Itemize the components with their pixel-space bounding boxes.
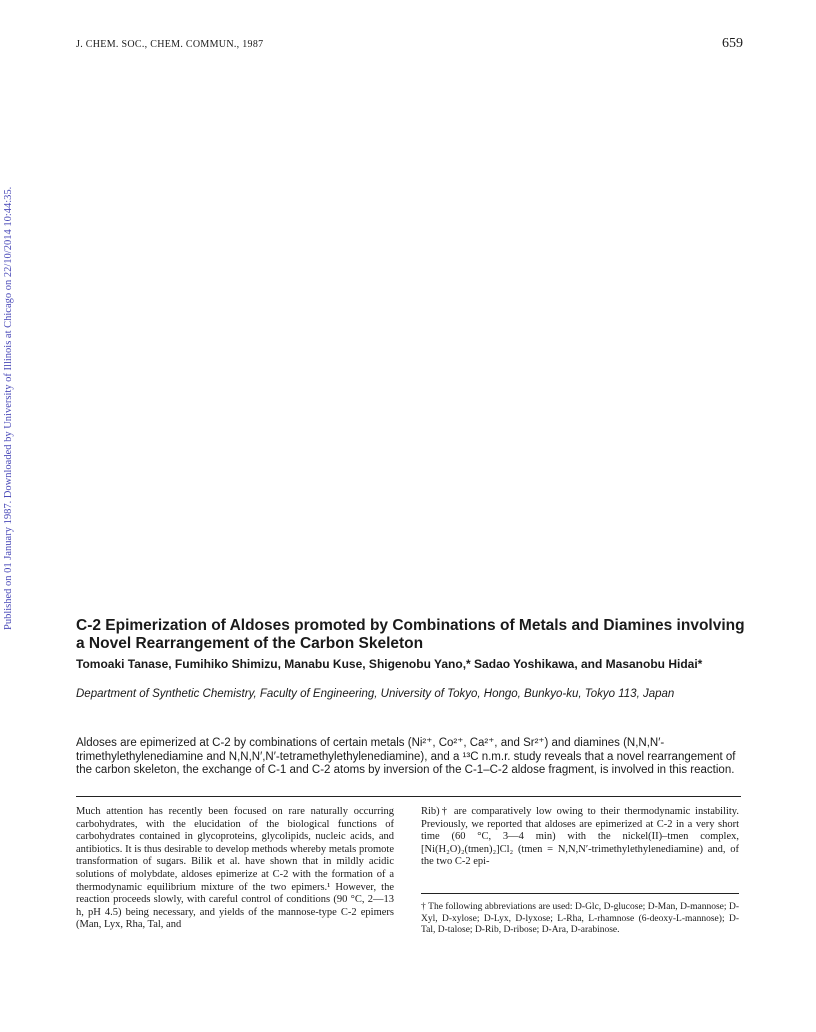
abstract-divider — [76, 796, 741, 797]
body-column-left: Much attention has recently been focused on rare naturally occurring carbohydrates, with the elucidation of the biological functions of carbohydrates contained in glycoproteins, glycolipids, nucleic acids, and antibiotics. It is thus desirable to develop methods whereby metals promote transformation of sugars. Bilik et al. have shown that in mildly acidic solutions of molybdate, aldoses epimerize at C-2 with the formation of a thermodynamic equilibrium mixture of the two epimers.¹ However, the reaction proceeds slowly, with careful control of conditions (90 °C, 2—13 h, pH 4.5) being necessary, and yields of the mannose-type C-2 epimers (Man, Lyx, Rha, Tal, and — [76, 806, 394, 931]
body-column-right: Rib)† are comparatively low owing to their thermodynamic instability. Previously, we reported that aldoses are epimerized at C-2 in a very short time (60 °C, 3—4 min) with the nickel(II)–tmen complex, [Ni(H₂O)₂(tmen)₂]Cl₂ (tmen = N,N,N′-trimethylethylenediamine) and, of the two C-2 epi- — [421, 806, 739, 868]
article-title: C-2 Epimerization of Aldoses promoted by Combinations of Metals and Diamines involving a Novel Rearrangement of the Carbon Skeleton — [76, 617, 745, 652]
affiliation: Department of Synthetic Chemistry, Faculty of Engineering, University of Tokyo, Hongo, Bunkyo-ku, Tokyo 113, Japan — [76, 688, 675, 700]
page-number: 659 — [722, 36, 743, 51]
footnote: † The following abbreviations are used: D-Glc, D-glucose; D-Man, D-mannose; D-Xyl, D-xylose; D-Lyx, D-lyxose; L-Rha, L-rhamnose (6-deoxy-L-mannose); D-Tal, D-talose; D-Rib, D-ribose; D-Ara, D-arabinose. — [421, 902, 739, 936]
journal-header: J. CHEM. SOC., CHEM. COMMUN., 1987 — [76, 39, 264, 50]
author-list: Tomoaki Tanase, Fumihiko Shimizu, Manabu Kuse, Shigenobu Yano,* Sadao Yoshikawa, and Masanobu Hidai* — [76, 657, 703, 671]
download-watermark[interactable]: Published on 01 January 1987. Downloaded by University of Illinois at Chicago on 22/10/2014 10:44:35. — [3, 186, 14, 630]
abstract: Aldoses are epimerized at C-2 by combinations of certain metals (Ni²⁺, Co²⁺, Ca²⁺, and Sr²⁺) and diamines (N,N,N′-trimethylethylenediamine and N,N,N′,N′-tetramethylethylenediamine), and a ¹³C n.m.r. study reveals that a novel rearrangement of the carbon skeleton, the exchange of C-1 and C-2 atoms by inversion of the C-1–C-2 aldose fragment, is involved in this reaction. — [76, 737, 736, 776]
footnote-divider — [421, 893, 739, 894]
